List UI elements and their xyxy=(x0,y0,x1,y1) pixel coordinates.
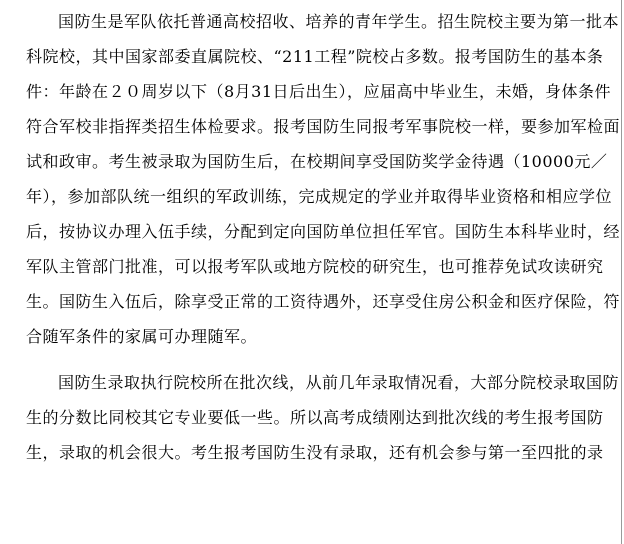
text-line: 合随军条件的家属可办理随军。 xyxy=(26,327,258,346)
paragraph-2 xyxy=(26,365,620,470)
text-line: 符合军校非指挥类招生体检要求。报考国防生同报考军事院校一样，要参加军检面 xyxy=(26,117,621,136)
text-line: 件：年龄在２０周岁以下（8月31日后出生），应届高中毕业生，未婚，身体条件 xyxy=(26,82,612,101)
text-line: 军队主管部门批准，可以报考军队或地方院校的研究生，也可推荐免试攻读研究 xyxy=(26,257,604,276)
text-line: 后，按协议办理入伍手续，分配到定向国防单位担任军官。国防生本科毕业时，经 xyxy=(26,222,621,241)
text-line: 试和政审。考生被录取为国防生后，在校期间享受国防奖学金待遇（10000元／ xyxy=(26,152,608,171)
paragraph-1 xyxy=(26,4,621,354)
text-line: 国防生录取执行院校所在批次线，从前几年录取情况看，大部分院校录取国防 xyxy=(58,373,620,392)
text-line: 年），参加部队统一组织的军政训练，完成规定的学业并取得毕业资格和相应学位 xyxy=(26,187,613,206)
text-line: 科院校，其中国家部委直属院校、“211工程”院校占多数。报考国防生的基本条 xyxy=(26,47,604,66)
document-body xyxy=(26,4,621,470)
text-line: 生的分数比同校其它专业要低一些。所以高考成绩刚达到批次线的考生报考国防 xyxy=(26,408,604,427)
paragraph-gap xyxy=(26,354,606,365)
text-line: 生，录取的机会很大。考生报考国防生没有录取，还有机会参与第一至四批的录 xyxy=(26,443,604,462)
text-line: 国防生是军队依托普通高校招收、培养的青年学生。招生院校主要为第一批本 xyxy=(58,12,620,31)
text-line: 生。国防生入伍后，除享受正常的工资待遇外，还享受住房公积金和医疗保险，符 xyxy=(26,292,621,311)
page-edge-divider xyxy=(621,0,622,544)
